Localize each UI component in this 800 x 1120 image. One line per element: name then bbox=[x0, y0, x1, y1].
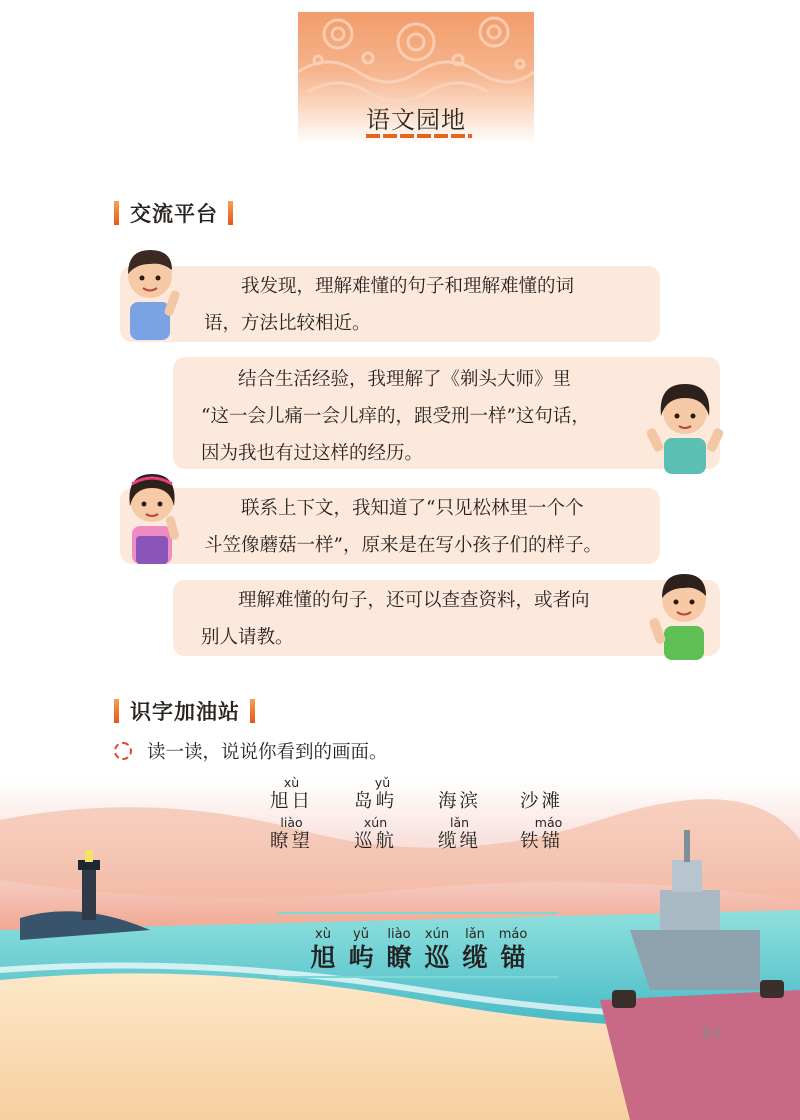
char-text: 缆 bbox=[462, 943, 488, 972]
dashed-circle-icon bbox=[114, 742, 132, 760]
bottom-rule bbox=[278, 976, 558, 978]
char-text: 巡 bbox=[424, 943, 450, 972]
bubble-line: 结合生活经验，我理解了《剃头大师》里 bbox=[238, 369, 572, 390]
new-char-mao bbox=[490, 928, 536, 974]
title-banner bbox=[298, 12, 534, 144]
page-title: 语文园地 bbox=[366, 106, 466, 134]
page-number: 83 bbox=[702, 1024, 722, 1042]
pinyin-label: liào bbox=[387, 927, 411, 942]
pinyin-label: xún bbox=[363, 815, 388, 830]
section-marker bbox=[250, 699, 255, 723]
section-title-literacy: 识字加油站 bbox=[130, 700, 240, 724]
pinyin-label: máo bbox=[498, 927, 528, 942]
word-daoyu bbox=[354, 776, 397, 814]
top-rule bbox=[278, 912, 558, 914]
read-instruction bbox=[114, 738, 388, 764]
read-instruction-text: 读一读，说说你看到的画面。 bbox=[147, 742, 388, 763]
pinyin-label: lǎn bbox=[449, 815, 470, 830]
bubble-line: 联系上下文，我知道了“只见松林里一个个 bbox=[241, 498, 584, 519]
word-text: 沙滩 bbox=[520, 791, 564, 812]
boy-green-shirt-avatar bbox=[644, 566, 724, 662]
girl-teal-shirt-avatar bbox=[646, 376, 726, 476]
pinyin-label: yǔ bbox=[374, 775, 391, 790]
speech-bubble-1 bbox=[120, 266, 660, 342]
section-header-exchange bbox=[114, 198, 233, 228]
bubble-line: 因为我也有过这样的经历。 bbox=[201, 443, 424, 464]
word-text: 旭日 bbox=[270, 791, 314, 812]
word-tiemao bbox=[520, 816, 563, 854]
char-text: 瞭 bbox=[386, 943, 412, 972]
word-text: 瞭望 bbox=[270, 831, 314, 852]
char-text: 屿 bbox=[348, 943, 374, 972]
pinyin-label: yǔ bbox=[353, 927, 369, 942]
bubble-line: 我发现，理解难懂的句子和理解难懂的词 bbox=[241, 276, 575, 297]
speech-bubble-2 bbox=[173, 357, 720, 469]
pinyin-label: xù bbox=[283, 775, 300, 790]
pinyin-label bbox=[520, 776, 563, 790]
title-underline bbox=[366, 134, 472, 138]
section-marker bbox=[114, 699, 119, 723]
speech-bubble-3 bbox=[120, 488, 660, 564]
word-text: 岛屿 bbox=[354, 791, 398, 812]
word-shatan bbox=[520, 776, 563, 814]
bubble-line: 理解难懂的句子，还可以查查资料，或者向 bbox=[238, 590, 590, 611]
speech-bubble-4 bbox=[173, 580, 720, 656]
pinyin-label: xún bbox=[424, 927, 450, 942]
char-text: 旭 bbox=[310, 943, 336, 972]
bubble-line: 别人请教。 bbox=[201, 627, 294, 648]
bubble-line: 语，方法比较相近。 bbox=[204, 313, 371, 334]
word-text: 缆绳 bbox=[438, 831, 482, 852]
word-text: 铁锚 bbox=[520, 831, 564, 852]
pinyin-label: lǎn bbox=[465, 927, 485, 942]
section-marker bbox=[114, 201, 119, 225]
pinyin-label bbox=[438, 776, 481, 790]
pinyin-label: xù bbox=[315, 927, 331, 942]
char-text: 锚 bbox=[500, 943, 526, 972]
section-title-exchange: 交流平台 bbox=[130, 202, 218, 226]
word-xuri bbox=[270, 776, 313, 814]
word-text: 巡航 bbox=[354, 831, 398, 852]
bubble-line: 斗笠像蘑菇一样”，原来是在写小孩子们的样子。 bbox=[204, 535, 602, 556]
pinyin-label: máo bbox=[534, 815, 563, 830]
word-liaowang bbox=[270, 816, 313, 854]
boy-blue-shirt-avatar bbox=[112, 240, 196, 344]
word-xunhang bbox=[354, 816, 397, 854]
bubble-line: “这一会儿痛一会儿痒的，跟受刑一样”这句话， bbox=[201, 406, 590, 427]
girl-purple-overalls-avatar bbox=[114, 464, 198, 568]
word-lansheng bbox=[438, 816, 481, 854]
word-haibin bbox=[438, 776, 481, 814]
section-marker bbox=[228, 201, 233, 225]
word-text: 海滨 bbox=[438, 791, 482, 812]
section-header-literacy bbox=[114, 696, 255, 726]
pinyin-label: liào bbox=[280, 815, 303, 830]
